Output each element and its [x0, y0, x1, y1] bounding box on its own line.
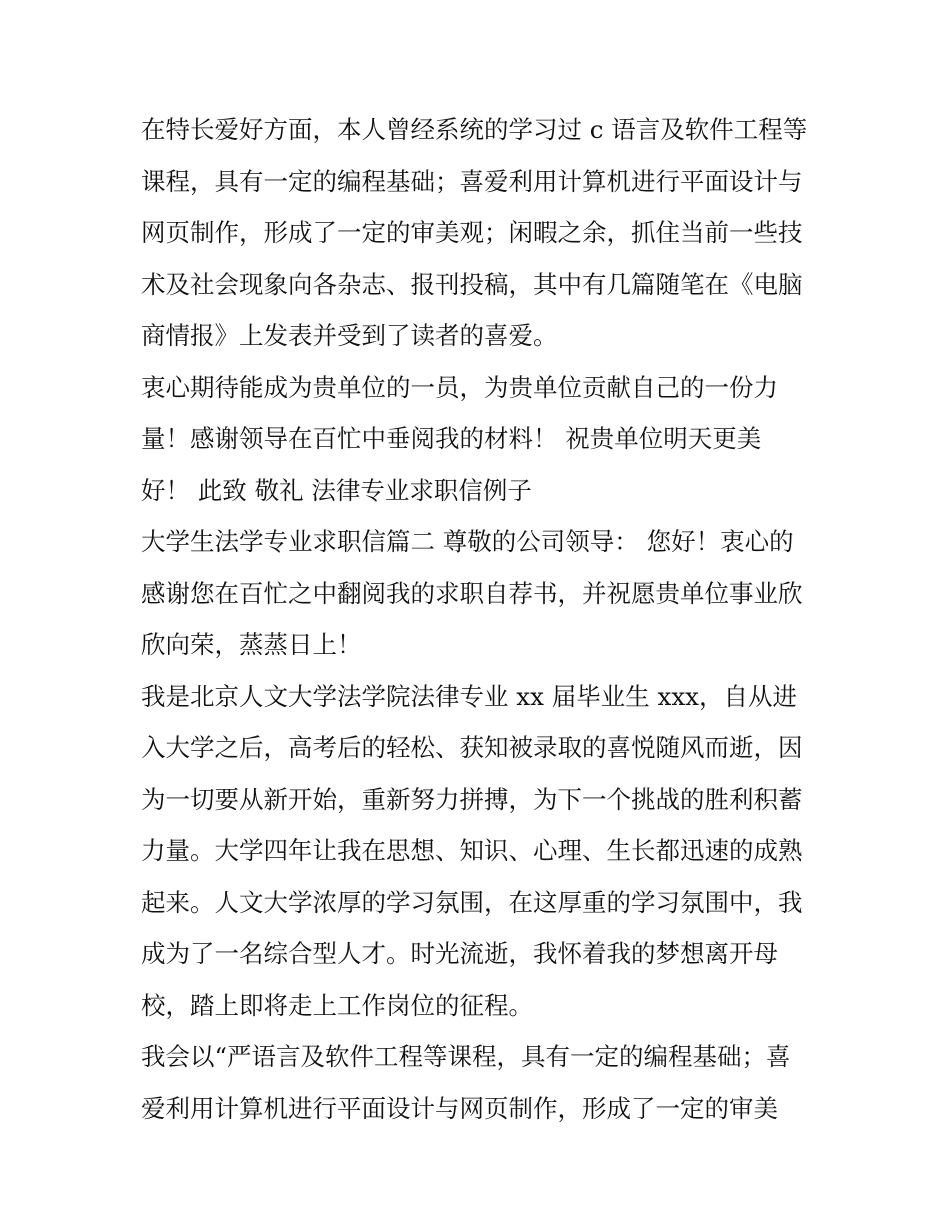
- text-line: 为一切要从新开始，重新努力拼搏，为下一个挑战的胜利积蓄: [141, 784, 803, 814]
- text-line: 我会以“严语言及软件工程等课程，具有一定的编程基础；喜: [141, 1042, 791, 1071]
- text-line: 衷心期待能成为贵单位的一员，为贵单位贡献自己的一份力: [141, 372, 778, 402]
- text-line: 起来。人文大学浓厚的学习氛围，在这厚重的学习氛围中，我: [141, 887, 803, 917]
- text-line: 入大学之后，高考后的轻松、获知被录取的喜悦随风而逝，因: [141, 733, 803, 762]
- text-line: 欣向荣，蒸蒸日上！: [141, 630, 362, 659]
- text-line: 成为了一名综合型人才。时光流逝，我怀着我的梦想离开母: [141, 939, 778, 968]
- text-line: 力量。大学四年让我在思想、知识、心理、生长都迅速的成熟: [141, 836, 803, 865]
- body-text: [141, 104, 821, 1134]
- text-line: 感谢您在百忙之中翻阅我的求职自荐书，并祝愿贵单位事业欣: [141, 578, 803, 608]
- text-line: 大学生法学专业求职信篇二 尊敬的公司领导： 您好！衷心的: [141, 527, 794, 556]
- text-line: 校，踏上即将走上工作岗位的征程。: [141, 990, 533, 1020]
- text-line: 在特长爱好方面，本人曾经系统的学习过 c 语言及软件工程等: [141, 115, 808, 144]
- text-line: 课程，具有一定的编程基础；喜爱利用计算机进行平面设计与: [141, 166, 803, 196]
- text-line: 量！感谢领导在百忙中垂阅我的材料！ 祝贵单位明天更美: [141, 424, 762, 453]
- text-line: 商情报》上发表并受到了读者的喜爱。: [141, 321, 558, 350]
- text-line: 好！ 此致 敬礼 法律专业求职信例子: [141, 475, 532, 505]
- text-line: 网页制作，形成了一定的审美观；闲暇之余，抓住当前一些技: [141, 218, 803, 247]
- text-line: 爱利用计算机进行平面设计与网页制作，形成了一定的审美: [141, 1093, 778, 1123]
- text-line: 术及社会现象向各杂志、报刊投稿，其中有几篇随笔在《电脑: [141, 269, 803, 299]
- text-line: 我是北京人文大学法学院法律专业 xx 届毕业生 xxx，自从进: [141, 681, 797, 711]
